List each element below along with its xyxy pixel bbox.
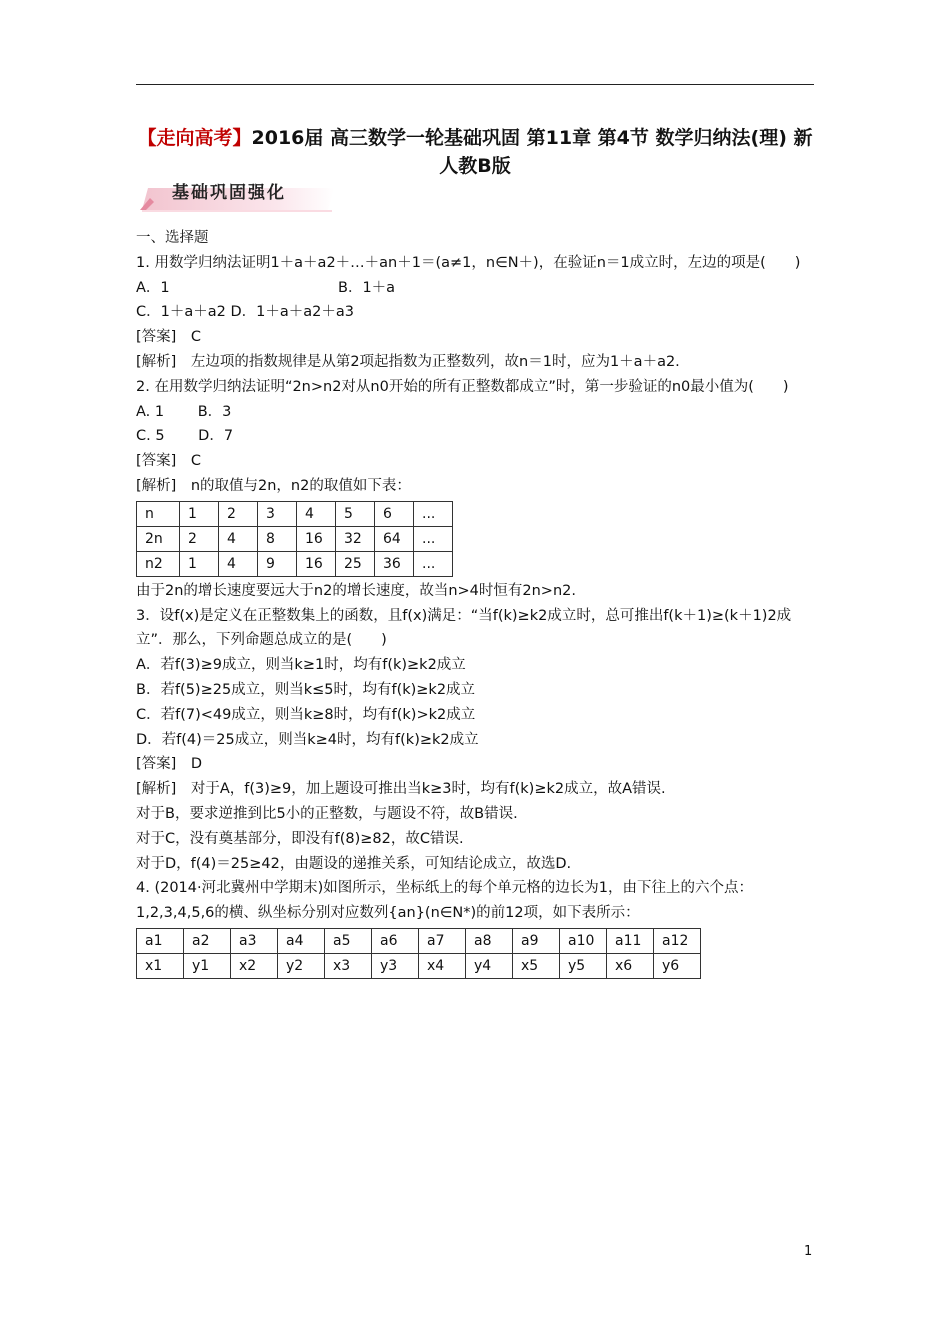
section-banner [138,178,338,212]
table-cell: x1 [137,953,184,978]
q2-answer: [答案] C [136,453,201,470]
q2-options-cd: C. 5 D．7 [136,428,234,445]
table-row [137,928,701,953]
table-cell: 1 [180,501,219,526]
table-cell: 4 [297,501,336,526]
title-bracket: 【走向高考】 [137,127,252,149]
table-cell: x6 [607,953,654,978]
q1-options-ab [136,276,816,301]
table-cell: a8 [466,928,513,953]
table-cell: ... [414,501,453,526]
table-cell: a12 [654,928,701,953]
table-cell: 64 [375,526,414,551]
table-cell: x4 [419,953,466,978]
document-title [136,124,814,180]
q3-line-c: 对于C，没有奠基部分，即没有f(8)≥82，故C错误. [136,830,464,847]
table-cell: y4 [466,953,513,978]
q2-after: 由于2n的增长速度要远大于n2的增长速度，故当n>4时恒有2n>n2. [136,582,576,599]
page-number: 1 [804,1244,813,1259]
table-cell: 2 [180,526,219,551]
header-rule [136,84,814,85]
q3-option-b: B．若f(5)≥25成立，则当k≤5时，均有f(k)≥k2成立 [136,681,476,698]
table-row [137,551,453,576]
section-heading: 一、选择题 [136,230,209,246]
table-cell: x3 [325,953,372,978]
q1-option-b: B．1＋a [338,279,396,296]
title-text: 2016届 高三数学一轮基础巩固 第11章 第4节 数学归纳法(理) 新人教B版 [251,127,813,177]
table-cell: y6 [654,953,701,978]
table-cell: 2n [137,526,180,551]
q3-stem: 3．设f(x)是定义在正整数集上的函数，且f(x)满足：“当f(k)≥k2成立时，总可推出f(k＋1)≥(k＋1)2成立”．那么，下列命题总成立的是( ) [136,607,792,649]
q3-option-c: C．若f(7)<49成立，则当k≥8时，均有f(k)>k2成立 [136,706,476,723]
table-cell: y2 [278,953,325,978]
table-cell: y3 [372,953,419,978]
table-cell: n2 [137,551,180,576]
table-cell: 4 [219,526,258,551]
table-cell: ... [414,526,453,551]
q3-option-a: A．若f(3)≥9成立，则当k≥1时，均有f(k)≥k2成立 [136,657,466,674]
q1-analysis: [解析] 左边项的指数规律是从第2项起指数为正整数列，故n＝1时，应为1＋a＋a2. [136,353,680,370]
table-cell: a4 [278,928,325,953]
table-cell: 16 [297,526,336,551]
table-cell: 36 [375,551,414,576]
table-cell: x2 [231,953,278,978]
q3-analysis: [解析] 对于A，f(3)≥9，加上题设可推出当k≥3时，均有f(k)≥k2成立，故A错误. [136,781,666,798]
table-row [137,501,453,526]
q4-stem: 4. (2014·河北冀州中学期末)如图所示，坐标纸上的每个单元格的边长为1，由下往上的六个点：1,2,3,4,5,6的横、纵坐标分别对应数列{an}(n∈N*)的前12项，如下表所示： [136,880,753,922]
q1-answer: [答案] C [136,329,201,346]
table-cell: 9 [258,551,297,576]
q3-answer: [答案] D [136,756,202,773]
table-cell: y5 [560,953,607,978]
q3-line-b: 对于B，要求逆推到比5小的正整数，与题设不符，故B错误. [136,805,518,822]
q4-table [136,928,701,979]
table-cell: a3 [231,928,278,953]
table-cell: a2 [184,928,231,953]
table-cell: 8 [258,526,297,551]
table-row [137,953,701,978]
table-cell: a1 [137,928,184,953]
table-cell: 3 [258,501,297,526]
table-cell: a7 [419,928,466,953]
q3-option-d: D．若f(4)＝25成立，则当k≥4时，均有f(k)≥k2成立 [136,731,479,748]
table-cell: 25 [336,551,375,576]
table-cell: n [137,501,180,526]
q1-options-cd: C．1＋a＋a2 D．1＋a＋a2＋a3 [136,304,354,321]
table-cell: 16 [297,551,336,576]
table-cell: a6 [372,928,419,953]
table-cell: a9 [513,928,560,953]
table-cell: 32 [336,526,375,551]
document-body [136,226,816,981]
table-cell: 1 [180,551,219,576]
table-cell: ... [414,551,453,576]
table-cell: a5 [325,928,372,953]
banner-text: 基础巩固强化 [172,183,286,203]
table-cell: a11 [607,928,654,953]
table-cell: a10 [560,928,607,953]
q1-option-a: A．1 [136,279,170,296]
table-cell: 6 [375,501,414,526]
table-cell: 2 [219,501,258,526]
q2-stem: 2. 在用数学归纳法证明“2n>n2对从n0开始的所有正整数都成立”时，第一步验证的n0最小值为( ) [136,378,789,395]
table-cell: 4 [219,551,258,576]
table-cell: 5 [336,501,375,526]
table-cell: x5 [513,953,560,978]
table-cell: y1 [184,953,231,978]
q3-line-d: 对于D，f(4)＝25≥42，由题设的递推关系，可知结论成立，故选D. [136,855,572,872]
q1-stem: 1. 用数学归纳法证明1＋a＋a2＋…＋an＋1＝(a≠1，n∈N＋)，在验证n＝1成立时，左边的项是( ) [136,254,801,271]
q2-table [136,501,453,577]
q2-analysis: [解析] n的取值与2n，n2的取值如下表： [136,477,411,494]
q2-options-ab: A. 1 B．3 [136,403,232,420]
table-row [137,526,453,551]
